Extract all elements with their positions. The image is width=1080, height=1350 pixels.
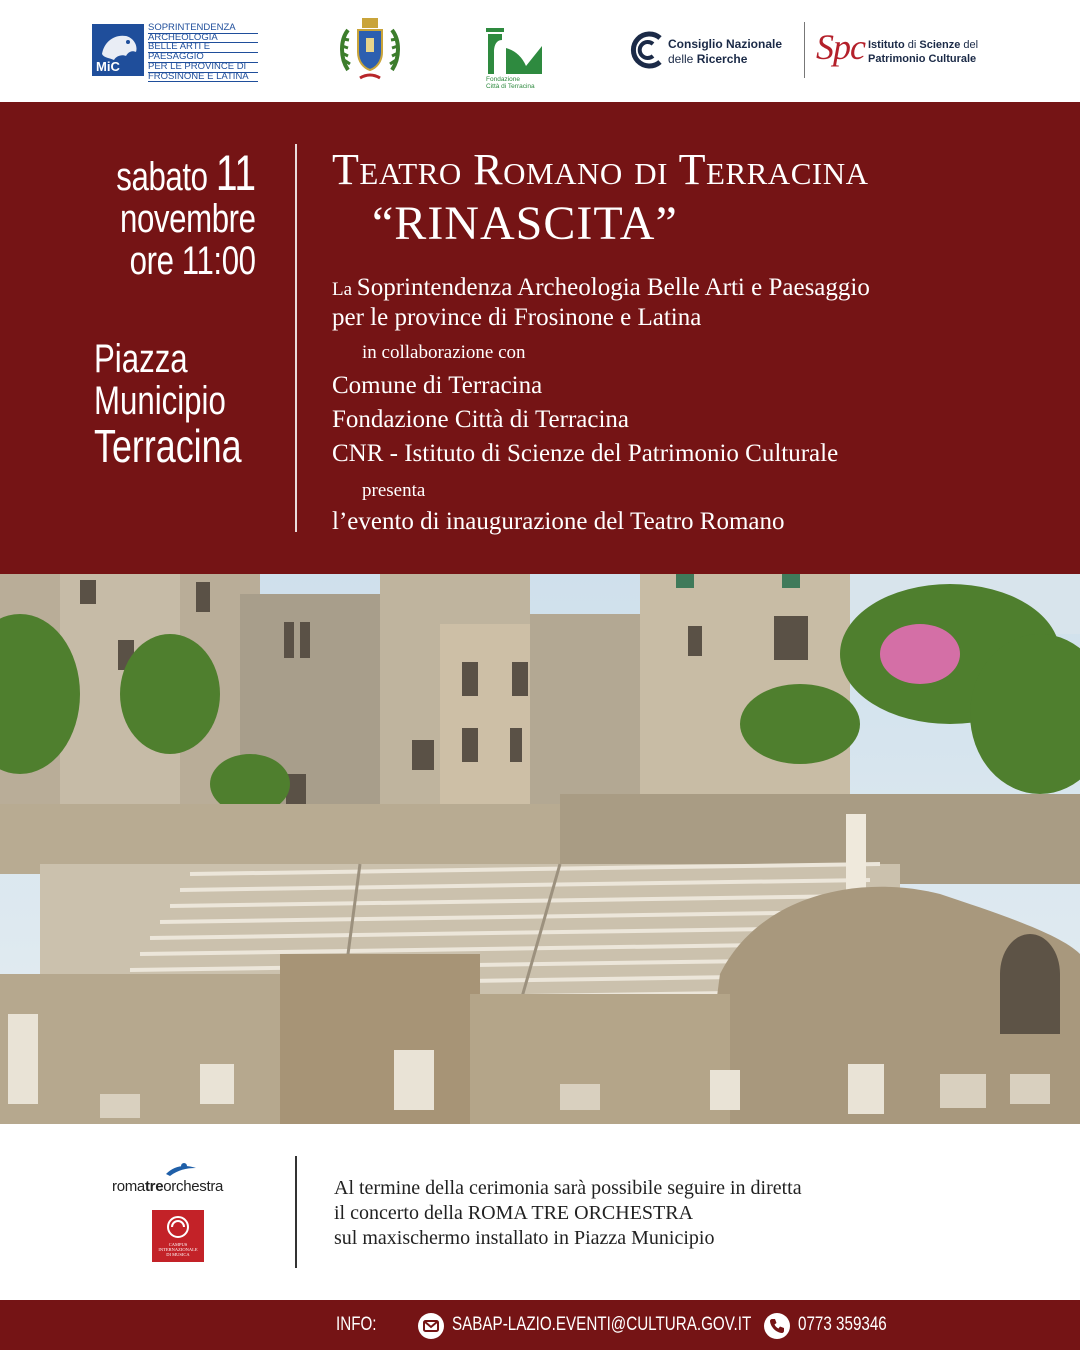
organizer-article: La: [332, 279, 357, 300]
cnr-line: [668, 52, 782, 67]
event-description: l’evento di inaugurazione del Teatro Romano: [332, 508, 785, 535]
ispc-line-part: del: [960, 39, 979, 51]
campus-logo: [152, 1210, 204, 1262]
ispc-line: [868, 38, 978, 52]
organizer-line: [332, 274, 870, 304]
info-footer: [0, 1300, 1080, 1350]
fondazione-line: Fondazione: [486, 76, 520, 83]
event-panel: [0, 102, 1080, 574]
ispc-line-part: Istituto: [868, 39, 905, 51]
partner-name: CNR - Istituto di Scienze del Patrimonio Culturale: [332, 440, 839, 467]
cnr-line-part: Ricerche: [696, 52, 748, 66]
wordmark-part: tre: [144, 1178, 164, 1195]
organizer-name: Soprintendenza Archeologia Belle Arti e Paesaggio: [356, 274, 870, 301]
concert-note-line: il concerto della ROMA TRE ORCHESTRA: [334, 1202, 694, 1224]
panel-divider: [295, 144, 297, 532]
wordmark-part: orchestra: [163, 1178, 224, 1195]
presents-label: presenta: [362, 480, 426, 501]
envelope-icon: [418, 1313, 444, 1339]
cnr-logo: [626, 28, 806, 72]
event-datetime: [77, 145, 256, 283]
mic-mark-label: MiC: [96, 59, 120, 74]
location-line: Piazza: [94, 337, 188, 381]
concert-note: [334, 1176, 802, 1251]
campus-line: CAMPUS: [168, 1242, 188, 1247]
event-time: ore 11:00: [129, 239, 256, 283]
partner-name: Comune di Terracina: [332, 372, 543, 399]
info-label: INFO:: [336, 1314, 377, 1335]
cnr-line-part: delle: [668, 52, 697, 66]
ispc-name: [868, 38, 978, 66]
ispc-mark: Spc: [816, 27, 865, 67]
roman-theatre-image: [0, 574, 1080, 1124]
mic-logo: [92, 24, 252, 80]
wordmark-part: roma: [112, 1178, 145, 1195]
mic-mark: [92, 24, 144, 76]
mic-name: [148, 24, 258, 82]
partner-name: Fondazione Città di Terracina: [332, 406, 629, 433]
event-location: [94, 338, 283, 470]
collaboration-label: in collaborazione con: [362, 342, 526, 363]
event-subtitle: “RINASCITA”: [372, 197, 678, 250]
municipal-crest-icon: [336, 14, 404, 86]
campus-line: INTERNAZIONALE: [158, 1247, 198, 1252]
event-day-prefix: sabato: [116, 155, 217, 199]
concert-divider: [295, 1156, 297, 1268]
phone-icon: [764, 1313, 790, 1339]
theatre-photo: [0, 574, 1080, 1124]
event-date-line: [116, 145, 256, 201]
ispc-logo: [816, 24, 1006, 78]
concert-section: [0, 1124, 1080, 1300]
location-line: Municipio: [94, 379, 226, 423]
logo-divider: [804, 22, 805, 78]
ispc-line-part: di: [904, 39, 920, 51]
mic-line: SOPRINTENDENZA: [148, 24, 258, 34]
logo-bar: [0, 0, 1080, 102]
mic-line: BELLE ARTI E: [148, 43, 258, 53]
orchestra-swoosh-icon: [162, 1160, 202, 1178]
event-title: Teatro Romano di Terracina: [332, 145, 869, 194]
fondazione-line: Città di Terracina: [486, 83, 535, 90]
mic-line: FROSINONE E LATINA: [148, 73, 258, 83]
campus-name: [152, 1242, 204, 1257]
cnr-line: Consiglio Nazionale: [668, 37, 783, 51]
event-month: novembre: [120, 197, 256, 241]
concert-note-line: Al termine della cerimonia sarà possibile seguire in diretta: [334, 1177, 802, 1199]
fondazione-name: [486, 76, 535, 90]
romatre-orchestra-wordmark: [112, 1178, 223, 1195]
mic-line: ARCHEOLOGIA: [148, 34, 258, 44]
campus-line: DI MUSICA: [166, 1252, 190, 1257]
info-phone-link[interactable]: 0773 359346: [798, 1314, 887, 1335]
campus-emblem-icon: [152, 1210, 204, 1242]
ispc-line: Patrimonio Culturale: [868, 53, 977, 65]
organizer-line: per le province di Frosinone e Latina: [332, 304, 702, 331]
organizer-text: [332, 274, 870, 332]
event-day-number: 11: [216, 145, 256, 201]
cnr-name: [668, 37, 782, 67]
ispc-line-part: Scienze: [919, 39, 961, 51]
fondazione-mark-icon: [484, 24, 544, 76]
mic-line: PER LE PROVINCE DI: [148, 63, 258, 73]
mic-line: PAESAGGIO: [148, 53, 258, 63]
concert-note-line: sul maxischermo installato in Piazza Municipio: [334, 1227, 715, 1249]
cnr-mark-icon: [626, 28, 666, 72]
romatre-orchestra-logo: [112, 1160, 252, 1200]
info-email-link[interactable]: SABAP-LAZIO.EVENTI@CULTURA.GOV.IT: [452, 1314, 752, 1335]
fondazione-logo: [484, 24, 548, 96]
location-line: Terracina: [94, 420, 242, 472]
